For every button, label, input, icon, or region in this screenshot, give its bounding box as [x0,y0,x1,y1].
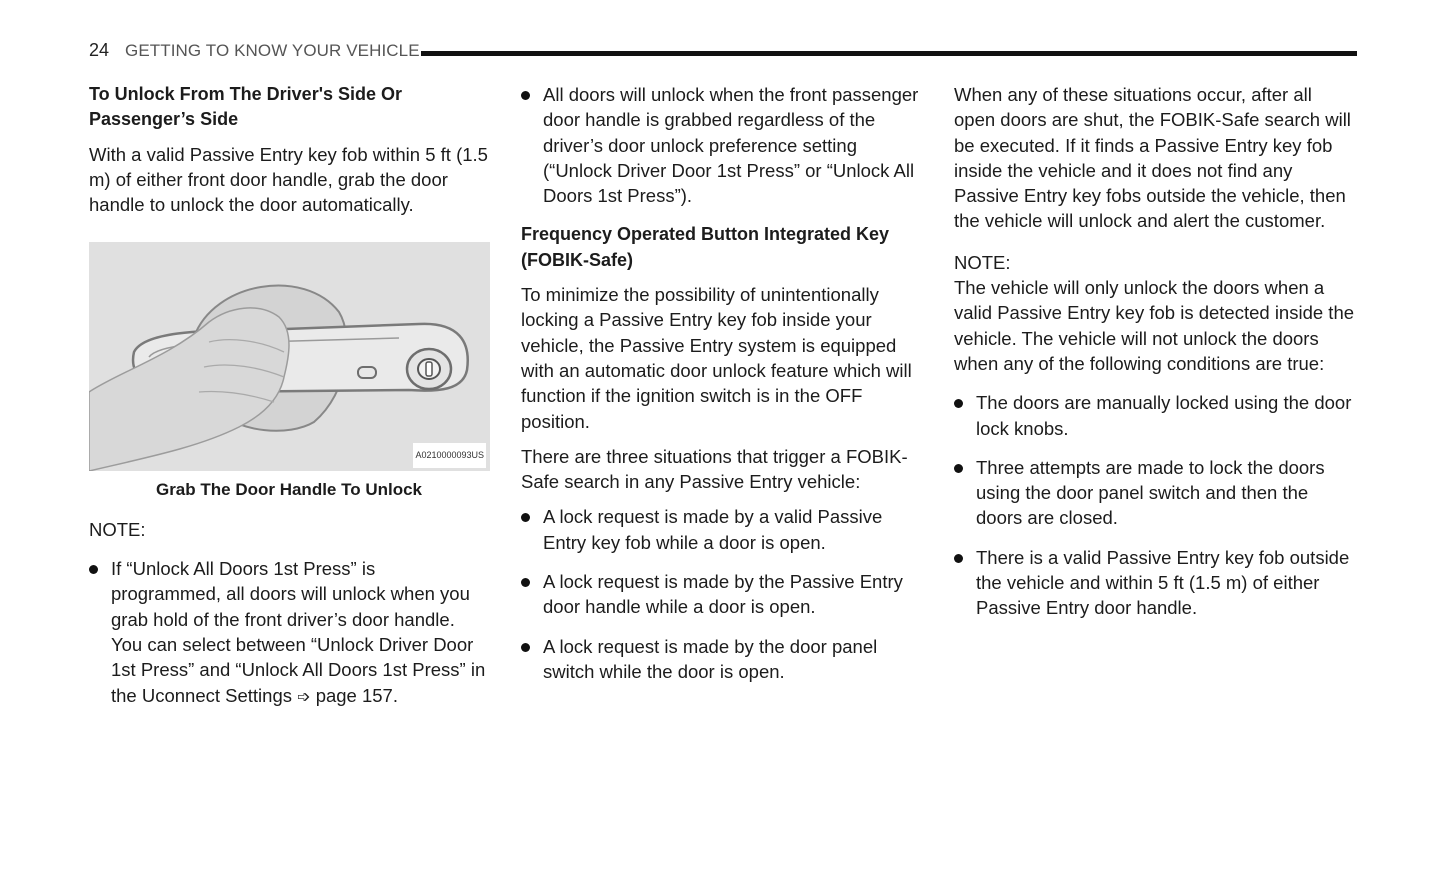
bullet-icon [89,565,98,574]
bullet-icon [521,643,530,652]
list-item [954,545,1357,621]
unlock-list [521,82,929,208]
list-item-text: All doors will unlock when the front passenger door handle is grabbed regardless of the driver’s door unlock preference setting (“Unlock Driver Door 1st Press” or “Unlock All Doors 1st Press”). [543,84,919,207]
list-item-text: A lock request is made by a valid Passive Entry key fob while a door is open. [543,506,883,553]
unlock-heading: To Unlock From The Driver's Side Or Passenger’s Side [89,84,403,130]
fobik-heading: Frequency Operated Button Integrated Key (FOBIK-Safe) [521,224,890,270]
bullet-icon [954,464,963,473]
note-label: NOTE: [954,251,1011,273]
header-rule [421,51,1357,56]
list-item [521,504,929,555]
column-3 [954,82,1357,635]
figure-caption: Grab The Door Handle To Unlock [155,480,423,500]
page-ref-arrow-icon: ➩ [297,688,311,706]
section-title: GETTING TO KNOW YOUR VEHICLE [125,41,420,60]
note-list [89,556,489,710]
page-header [89,38,1357,64]
list-item [521,82,929,208]
list-item-text: The doors are manually locked using the door lock knobs. [976,392,1352,439]
list-item-text: Three attempts are made to lock the doors using the door panel switch and then the doors are closed. [976,456,1325,529]
column-1 [89,82,489,724]
column-2 [521,82,929,698]
figure-code: A0210000093US [413,443,486,468]
list-item [521,569,929,620]
bullet-icon [521,91,530,100]
list-item [89,556,489,710]
door-handle-drawing [89,242,490,471]
list-item-text: A lock request is made by the Passive Entry door handle while a door is open. [543,571,903,618]
fobik-paragraph-2: There are three situations that trigger a FOBIK-Safe search in any Passive Entry vehicle: [521,445,908,493]
list-item [954,390,1357,441]
bullet-icon [521,513,530,522]
list-item-text: If “Unlock All Doors 1st Press” is programmed, all doors will unlock when you grab hold of the front driver’s door handle. You can select between “Unlock Driver Door 1st Press” and “Unlock All Doors 1st Press” in the Uconnect Settings [111,558,486,706]
list-item [954,455,1357,531]
list-item-text: There is a valid Passive Entry key fob outside the vehicle and within 5 ft (1.5 m) of either Passive Entry door handle. [976,546,1350,619]
fobik-search-paragraph: When any of these situations occur, after all open doors are shut, the FOBIK-Safe search will be executed. If it finds a Passive Entry key fob inside the vehicle and it does not find any Passive Entry key fobs outside the vehicle, then the vehicle will unlock and alert the customer. [954,84,1351,232]
fobik-trigger-list [521,504,929,684]
page-number: 24 [89,40,110,60]
list-item [521,634,929,685]
bullet-icon [954,554,963,563]
conditions-list [954,390,1357,620]
door-handle-illustration [89,242,490,471]
note-label: NOTE: [89,518,146,540]
unlock-intro: With a valid Passive Entry key fob within 5 ft (1.5 m) of either front door handle, grab the door handle to unlock the door automatically. [89,143,488,216]
page-reference-link[interactable]: page 157. [315,684,398,706]
list-item-text: A lock request is made by the door panel switch while the door is open. [543,635,878,682]
note-text: The vehicle will only unlock the doors when a valid Passive Entry key fob is detected inside the vehicle. The vehicle will not unlock the doors when any of the following conditions are true: [954,277,1355,374]
bullet-icon [521,578,530,587]
fobik-paragraph-1: To minimize the possibility of unintentionally locking a Passive Entry key fob inside your vehicle, the Passive Entry system is equipped with an automatic door unlock feature which will function if the ignition switch is in the OFF position. [521,284,912,432]
bullet-icon [954,399,963,408]
